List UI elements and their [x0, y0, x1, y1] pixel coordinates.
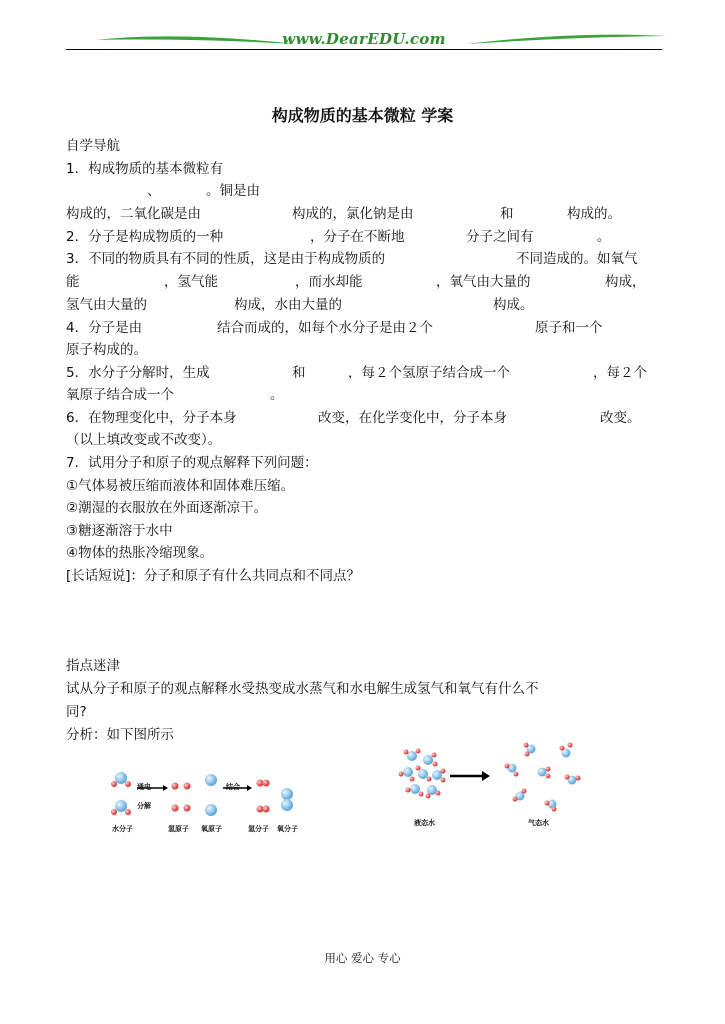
q3-water: ，而水却能 — [295, 274, 363, 290]
q7-item-1: ①气体易被压缩而液体和固体难压缩。 — [66, 478, 295, 494]
label-water-molecule: 水分子 — [112, 825, 133, 833]
oxygen-molecule — [281, 788, 293, 811]
q5-every: ，每２个 — [593, 365, 647, 381]
q6-chemical: 改变，在化学变化中，分子本身 — [318, 410, 507, 426]
site-logo: www.DearEDU.com — [282, 30, 446, 48]
page-footer: 用心 爱心 专心 — [324, 951, 401, 965]
tips-question-line1: 试从分子和原子的观点解释水受热变成水蒸气和水电解生成氢气和氧气有什么不 — [66, 681, 539, 697]
q6-line1: 6．在物理变化中，分子本身 — [66, 410, 237, 426]
q4-combine: 结合而成的，如每个水分子是由２个 — [217, 320, 433, 336]
q3-can: 能 — [66, 274, 80, 290]
section-heading-self-study: 自学导航 — [66, 138, 120, 154]
analysis-label: 分析：如下图所示 — [66, 727, 174, 743]
header-rule — [66, 49, 662, 50]
q4-line1: 4．分子是由 — [66, 320, 143, 336]
label-arrow-electricity: 通电 — [137, 783, 151, 791]
liquid-water-cluster — [399, 749, 446, 799]
q7-item-3: ③糖逐渐溶于水中 — [66, 523, 173, 539]
label-liquid-water: 液态水 — [414, 819, 435, 827]
q1-and: 和 — [500, 206, 514, 222]
hydrogen-molecules — [257, 780, 270, 813]
page-title: 构成物质的基本微粒 学案 — [271, 106, 454, 125]
q1-nacl: 构成的，氯化钠是由 — [292, 206, 414, 222]
label-hydrogen-molecule: 氢分子 — [248, 825, 269, 833]
q7-item-2: ②潮湿的衣服放在外面逐渐凉干。 — [66, 500, 268, 516]
tips-question-line2: 同? — [66, 704, 87, 720]
q3-end: 构成。 — [493, 297, 534, 313]
q1-separator: 、 — [147, 183, 161, 199]
q1-copper: 。铜是由 — [206, 183, 260, 199]
electrolysis-diagram — [105, 768, 335, 828]
label-oxygen-molecule: 氧分子 — [277, 825, 298, 833]
q3-line1: 3．不同的物质具有不同的性质，这是由于构成物质的 — [66, 251, 386, 267]
q7-item-4: ④物体的热胀冷缩现象。 — [66, 545, 214, 561]
water-molecule-bottom — [111, 800, 131, 815]
q3-oxygen-made: ，氧气由大量的 — [436, 274, 531, 290]
q5-hydrogen: ，每２个氢原子结合成一个 — [348, 365, 510, 381]
evaporation-diagram — [390, 738, 590, 818]
q3-made: 构成， — [605, 274, 646, 290]
talk-question: [长话短说]：分子和原子有什么共同点和不同点？ — [66, 568, 361, 584]
label-arrow-combine: 结合 — [226, 783, 240, 791]
q2-gap: 分子之间有 — [466, 229, 534, 245]
hydrogen-atoms — [172, 783, 191, 812]
q4-atom: 原子和一个 — [535, 320, 603, 336]
q6-end: 改变。 — [600, 410, 641, 426]
q2-line: 2．分子是构成物质的一种 — [66, 229, 224, 245]
label-oxygen-atom: 氧原子 — [201, 825, 222, 833]
q5-line1: 5．水分子分解时，生成 — [66, 365, 210, 381]
page-header — [66, 28, 662, 54]
q7-intro: 7．试用分子和原子的观点解释下列问题： — [66, 455, 318, 471]
q2-end: 。 — [597, 229, 611, 245]
q3-water-made: 构成，水由大量的 — [234, 297, 342, 313]
gas-water-molecules — [505, 743, 581, 812]
q5-and: 和 — [292, 365, 306, 381]
q2-motion: ，分子在不断地 — [310, 229, 405, 245]
label-arrow-decompose: 分解 — [137, 802, 151, 810]
water-molecule-top — [111, 772, 131, 787]
q3-line3: 氢气由大量的 — [66, 297, 147, 313]
oxygen-atoms — [205, 774, 217, 816]
q1-line1: 1．构成物质的基本微粒有 — [66, 161, 224, 177]
q4-line2: 原子构成的。 — [66, 342, 147, 358]
q5-end: 。 — [270, 387, 284, 403]
label-gas-water: 气态水 — [528, 819, 549, 827]
q5-line2: 氧原子结合成一个 — [66, 387, 174, 403]
q6-note: （以上填改变或不改变）。 — [66, 432, 222, 448]
q1-end: 构成的。 — [567, 206, 621, 222]
q3-line1-end: 不同造成的。如氧气 — [516, 251, 638, 267]
label-hydrogen-atom: 氢原子 — [168, 825, 189, 833]
q1-co2: 构成的，二氧化碳是由 — [66, 206, 201, 222]
q3-hydrogen: ，氢气能 — [164, 274, 218, 290]
section-heading-tips: 指点迷津 — [66, 658, 120, 674]
